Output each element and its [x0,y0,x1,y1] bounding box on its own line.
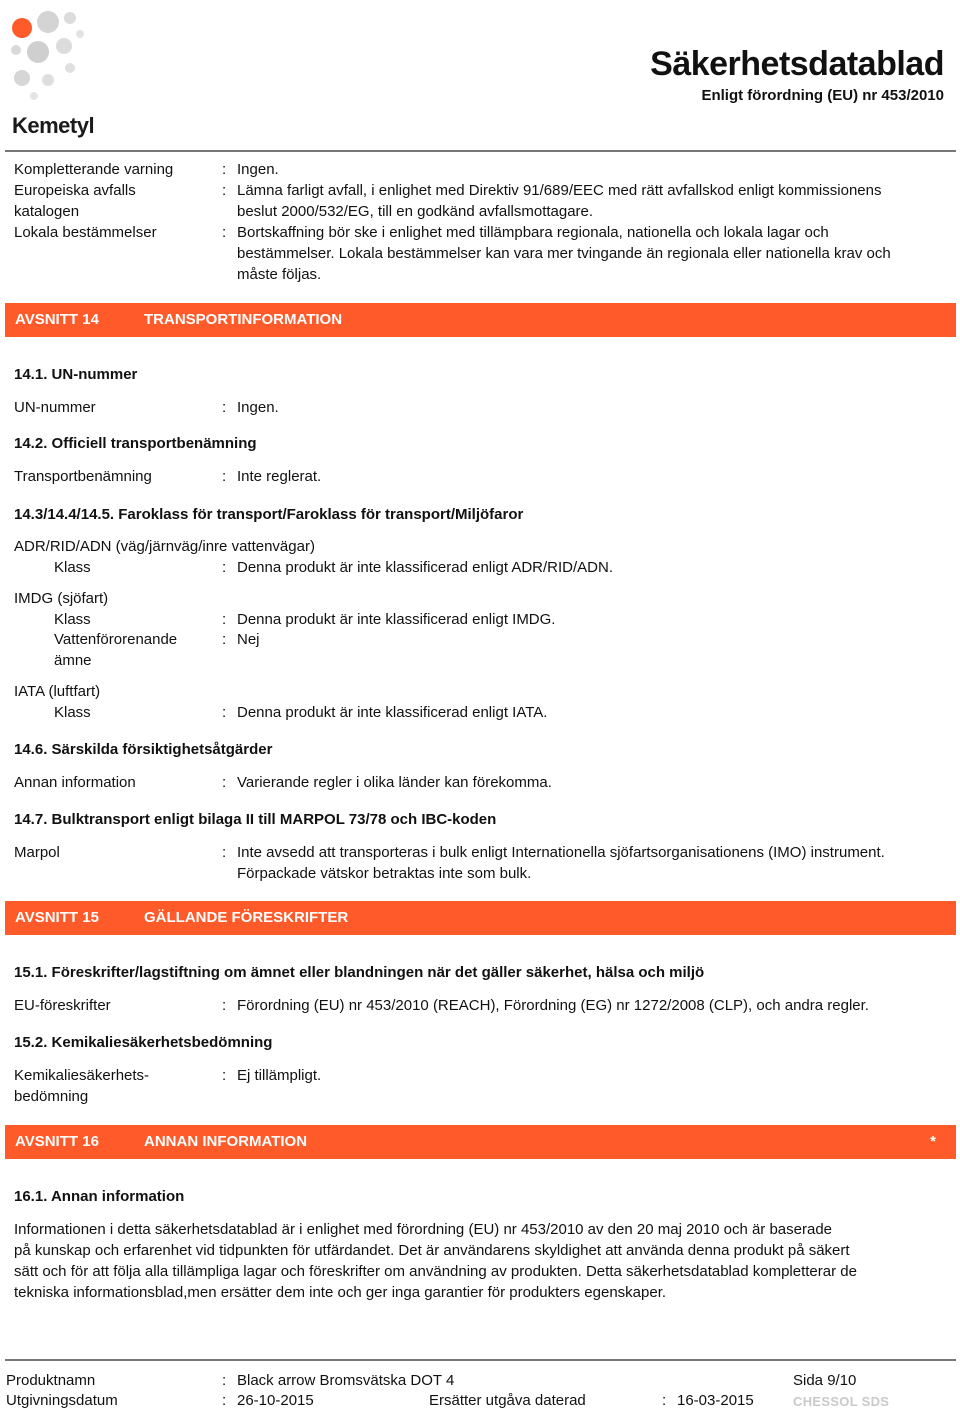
group-heading: ADR/RID/ADN (väg/järnväg/inre vattenvägar) [14,538,315,555]
colon: : [222,1067,227,1084]
product-name: Black arrow Bromsvätska DOT 4 [237,1372,455,1389]
value: Varierande regler i olika länder kan förekomma. [237,774,552,791]
colon: : [222,224,227,241]
document-subtitle: Enligt förordning (EU) nr 453/2010 [701,87,944,104]
section-bar-15 [5,901,956,935]
replaces-date: 16-03-2015 [677,1392,754,1409]
value: Inte avsedd att transporteras i bulk enligt Internationella sjöfartsorganisationens (IMO) instrument. [237,844,885,861]
paragraph-line: tekniska informationsblad,men ersätter dem inte och ger inga garantier för produkters egenskaper. [14,1284,667,1301]
value: Bortskaffning bör ske i enlighet med tillämpbara regionala, nationella och lokala lagar och [237,224,829,241]
section-title: ANNAN INFORMATION [144,1133,308,1150]
label: Annan information [14,774,136,791]
label: Kompletterande varning [14,161,174,178]
colon: : [222,1392,227,1409]
section-bar-16 [5,1125,956,1159]
footer-label: Utgivningsdatum [6,1392,118,1409]
section-title: GÄLLANDE FÖRESKRIFTER [144,909,349,926]
value: Förpackade vätskor betraktas inte som bulk. [237,865,532,882]
paragraph-line: sätt och för att följa alla tillämpliga lagar och föreskrifter om användning av produkten. Detta säkerhetsdatablad kompletterar de [14,1263,857,1280]
label: katalogen [14,203,80,220]
label: Europeiska avfalls [14,182,136,199]
label: Kemikaliesäkerhets- [14,1067,150,1084]
colon: : [222,704,227,721]
colon: : [222,399,227,416]
subsection-heading: 14.7. Bulktransport enligt bilaga II till MARPOL 73/78 och IBC-koden [14,811,497,828]
label: Klass [54,704,91,721]
subsection-heading: 14.3/14.4/14.5. Faroklass för transport/Faroklass för transport/Miljöfaror [14,506,524,523]
colon: : [222,161,227,178]
label: Lokala bestämmelser [14,224,157,241]
subsection-heading: 16.1. Annan information [14,1188,185,1205]
value: Lämna farligt avfall, i enlighet med Direktiv 91/689/EEC med rätt avfallskod enligt kommissionens [237,182,882,199]
label: Vattenförorenande [54,631,178,648]
value: bestämmelser. Lokala bestämmelser kan vara mer tvingande än regionala eller nationella krav och [237,245,891,262]
colon: : [222,844,227,861]
logo-dots-icon [8,4,88,114]
page-number: Sida 9/10 [793,1372,857,1389]
colon: : [222,997,227,1014]
section-number: AVSNITT 15 [15,909,99,926]
header-rule [5,150,956,152]
label: Transportbenämning [14,468,152,485]
issue-date: 26-10-2015 [237,1392,314,1409]
label: Marpol [14,844,60,861]
colon: : [222,559,227,576]
subsection-heading: 14.1. UN-nummer [14,366,138,383]
label: Klass [54,611,91,628]
logo-text: Kemetyl [12,113,95,138]
colon: : [662,1392,667,1409]
label: Klass [54,559,91,576]
colon: : [222,1372,227,1389]
document-title: Säkerhetsdatablad [650,45,944,83]
value: Ingen. [237,399,279,416]
subsection-heading: 14.2. Officiell transportbenämning [14,435,257,452]
group-heading: IATA (luftfart) [14,683,101,700]
label: UN-nummer [14,399,96,416]
paragraph-line: på kunskap och erfarenhet vid tidpunkten för utfärdandet. Det är användarens skyldighet att använda denna produkt på säkert [14,1242,850,1259]
label: bedömning [14,1088,89,1105]
footer-rule [5,1359,956,1361]
label: EU-föreskrifter [14,997,111,1014]
brand-logo: CHESSOL SDS [793,1394,890,1409]
colon: : [222,611,227,628]
section-title: TRANSPORTINFORMATION [144,311,343,328]
subsection-heading: 15.1. Föreskrifter/lagstiftning om ämnet eller blandningen när det gäller säkerhet, hälsa och miljö [14,964,705,981]
paragraph-line: Informationen i detta säkerhetsdatablad är i enlighet med förordning (EU) nr 453/2010 av den 20 maj 2010 och är baserade [14,1221,833,1238]
colon: : [222,182,227,199]
value: måste följas. [237,266,322,283]
revision-star: * [930,1133,936,1150]
value: Ej tillämpligt. [237,1067,322,1084]
colon: : [222,468,227,485]
value: Ingen. [237,161,279,178]
value: Denna produkt är inte klassificerad enligt IMDG. [237,611,556,628]
section-bar-14 [5,303,956,337]
section-number: AVSNITT 14 [15,311,99,328]
colon: : [222,631,227,648]
colon: : [222,774,227,791]
value: Inte reglerat. [237,468,322,485]
value: Denna produkt är inte klassificerad enligt ADR/RID/ADN. [237,559,613,576]
subsection-heading: 14.6. Särskilda försiktighetsåtgärder [14,741,273,758]
value: Nej [237,631,260,648]
section-number: AVSNITT 16 [15,1133,99,1150]
group-heading: IMDG (sjöfart) [14,590,109,607]
label: ämne [54,652,92,669]
footer-label: Ersätter utgåva daterad [429,1392,586,1409]
kemetyl-logo [8,4,108,136]
value: Förordning (EU) nr 453/2010 (REACH), Förordning (EG) nr 1272/2008 (CLP), och andra regler. [237,997,869,1014]
value: Denna produkt är inte klassificerad enligt IATA. [237,704,548,721]
value: beslut 2000/532/EG, till en godkänd avfallsmottagare. [237,203,594,220]
footer-label: Produktnamn [6,1372,96,1389]
subsection-heading: 15.2. Kemikaliesäkerhetsbedömning [14,1034,273,1051]
